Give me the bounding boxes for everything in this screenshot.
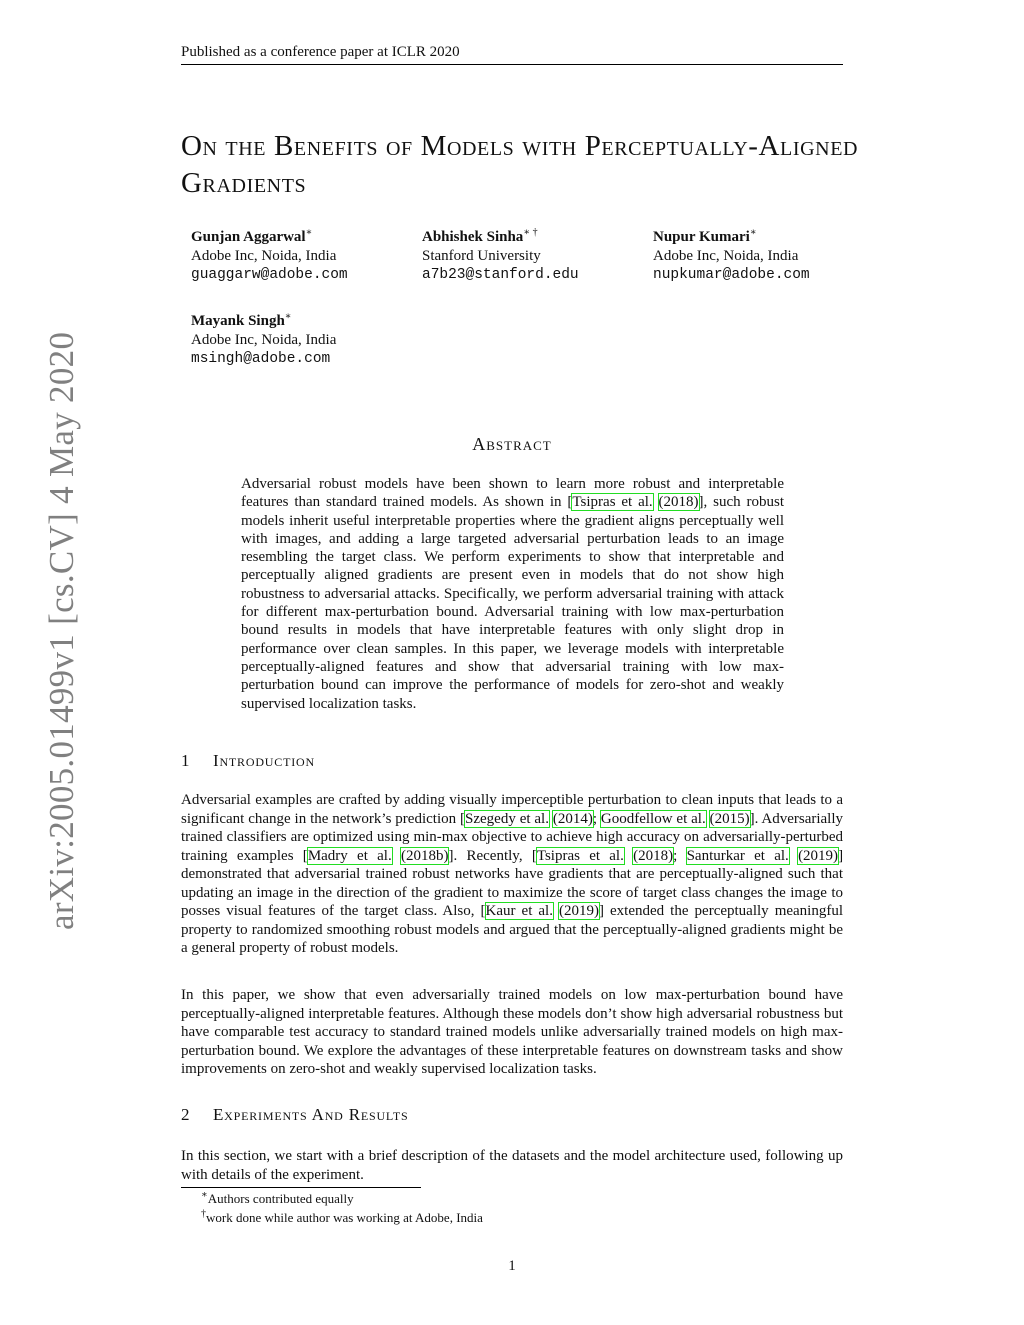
abstract-text: ], such robust models inherit useful interpretable properties where the gradient aligns perceptually well with images, and adding a large targeted adversarial perturbation leads to an image resembling the target class. We perform experiments to show that interpretable and perceptually aligned gradients are present even in models that do not show high robustness to adversarial attacks. Specifically, we perform adversarial training with attack for different max-perturbation bound. Adversarial training with low max-perturbation bound results in models that have interpretable features with only slight drop in performance over clean samples. In this paper, we leverage models with interpretable perceptually-aligned features and show that adversarial training with low max-perturbation bound can improve the performance of models for zero-shot and weakly supervised localization tasks. [241,494,785,712]
paragraph-text: ]. Recently, [ [448,847,537,864]
section-heading-introduction [181,751,315,771]
citation-year-link[interactable]: (2014) [552,810,593,827]
footnote-divider [181,1187,421,1188]
section-title: Introduction [213,751,315,770]
paper-title: On the Benefits of Models with Perceptually-Aligned Gradients [181,130,859,199]
page-number: 1 [508,1258,516,1274]
author-block [653,228,810,285]
arxiv-stamp: arXiv:2005.01499v1 [cs.CV] 4 May 2020 [42,331,81,930]
citation-year-link[interactable]: (2018) [633,847,674,864]
author-name: Abhishek Sinha [422,229,524,245]
citation-link[interactable]: Madry et al. [307,847,392,864]
author-affiliation: Stanford University [422,248,541,264]
author-name: Gunjan Aggarwal [191,229,306,245]
author-affiliation: Adobe Inc, Noida, India [653,248,799,264]
footnote-mark: † [201,1208,206,1220]
citation-link[interactable]: Santurkar et al. [686,847,789,864]
citation-link[interactable]: Goodfellow et al. [600,810,706,827]
paragraph-text [706,811,710,827]
author-block [422,228,579,285]
citation-year-link[interactable]: (2019) [798,847,839,864]
author-name: Nupur Kumari [653,229,750,245]
footnotes [201,1189,483,1227]
footnote-text: Authors contributed equally [207,1191,354,1206]
author-email: a7b23@stanford.edu [422,267,579,283]
citation-link[interactable]: Tsipras et al. [536,847,624,864]
author-marks: ∗ † [523,227,538,238]
citation-year-link[interactable]: (2018b) [400,847,449,864]
footnote-mark: ∗ [201,1189,208,1201]
intro-paragraph [181,791,843,958]
intro-paragraph: In this paper, we show that even adversarially trained models on low max-perturbation bound have perceptually-aligned interpretable features. Although these models don’t show high adversarial robustness but have comparable test accuracy to standard trained models unlike adversarially trained models on high max-perturbation bound. We explore the advantages of these interpretable features on downstream tasks and show improvements on zero-shot and weakly supervised localization tasks. [181,987,843,1077]
author-block [191,312,336,369]
paragraph-text [789,848,798,864]
abstract-heading: Abstract [472,434,552,454]
abstract-body [241,475,784,713]
section-title: Experiments And Results [213,1105,409,1124]
footnote [201,1208,483,1227]
author-affiliation: Adobe Inc, Noida, India [191,248,337,264]
abstract-text: Adversarial robust models have been shown to learn more robust and interpretable features than standard trained models. As shown in [ [241,476,784,511]
paragraph-text: ]. Adversarially trained classifiers are optimized using min-max objective to achieve high accuracy on adversarially-perturbed training examples [ [181,810,844,864]
paragraph-text: ] extended the perceptually meaningful property to randomized smoothing robust models and argued that the perceptually-aligned gradients might be a general property of robust models. [181,903,844,956]
running-head: Published as a conference paper at ICLR 2020 [181,44,843,65]
section-number: 1 [181,751,191,770]
author-name: Mayank Singh [191,313,285,329]
paragraph-text: ] demonstrated that adversarial trained robust networks have gradients that are perceptually-aligned such that updating an image in the direction of the gradient to maximize the score of target class changes the image to posses visual features of the target class. Also, [ [181,847,844,919]
section-number: 2 [181,1105,191,1124]
author-block [191,228,348,285]
author-marks: ∗ [284,311,292,322]
paragraph-text: ; [592,810,601,827]
author-email: msingh@adobe.com [191,351,331,367]
paragraph-text [624,848,633,864]
paragraph-text: ; [673,847,687,864]
footnote-text: work done while author was working at Adobe, India [206,1210,483,1225]
author-email: guaggarw@adobe.com [191,267,348,283]
paragraph-text [392,848,401,864]
experiments-paragraph: In this section, we start with a brief description of the datasets and the model architecture used, following up with details of the experiment. [181,1148,843,1183]
citation-year-link[interactable]: (2015) [709,810,750,827]
author-marks: ∗ [749,227,757,238]
citation-link[interactable]: Tsipras et al. [572,494,653,511]
section-heading-experiments [181,1105,409,1125]
citation-year-link[interactable]: (2019) [559,903,599,919]
citation-link[interactable]: Szegedy et al. [465,810,549,827]
footnote [201,1189,483,1208]
citation-link[interactable]: Kaur et al. [485,903,553,919]
author-email: nupkumar@adobe.com [653,267,810,283]
author-affiliation: Adobe Inc, Noida, India [191,332,337,348]
citation-year-link[interactable]: (2018) [658,494,699,511]
paragraph-text: Adversarial examples are crafted by adding visually imperceptible perturbation to clean inputs that leads to a significant change in the network’s prediction [ [181,792,843,827]
author-marks: ∗ [305,227,313,238]
